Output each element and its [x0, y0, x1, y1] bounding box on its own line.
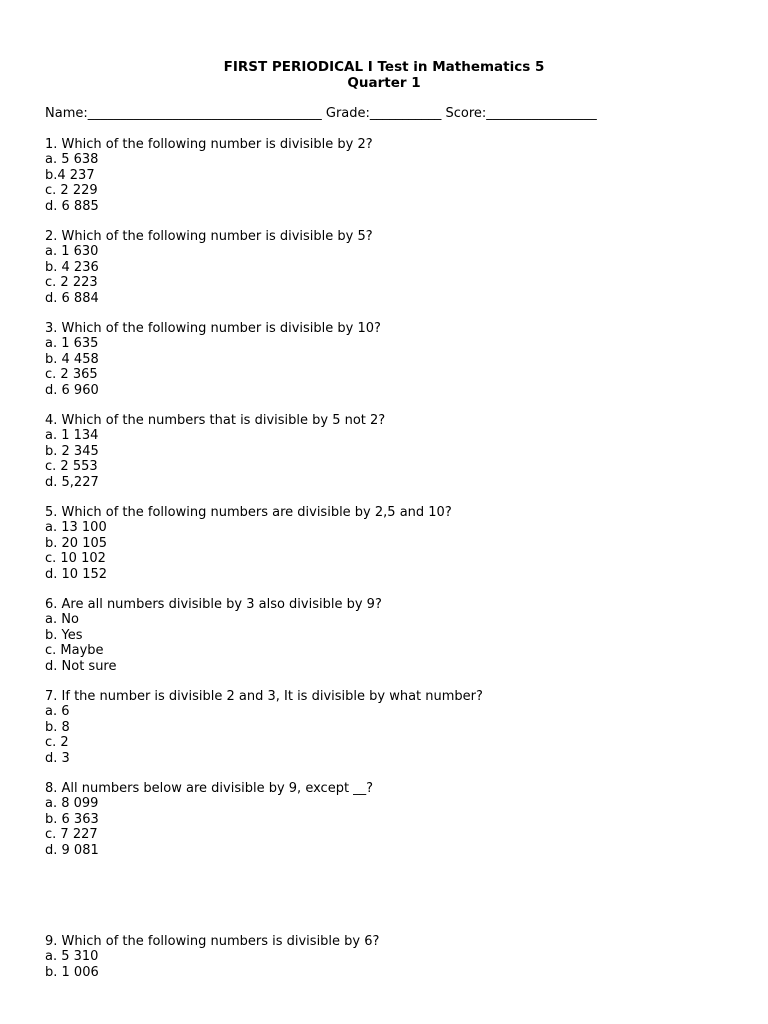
option-d: d. 5,227	[45, 474, 99, 490]
option-b: b. 2 345	[45, 443, 99, 459]
option-c: c. 7 227	[45, 827, 98, 843]
option-a: a. No	[45, 612, 79, 628]
question-1	[45, 137, 373, 214]
title-line-1: FIRST PERIODICAL I Test in Mathematics 5	[223, 59, 545, 75]
question-stem: 3. Which of the following number is divisible by 10?	[45, 321, 381, 336]
document-title	[0, 59, 768, 91]
question-stem: 2. Which of the following number is divisible by 5?	[45, 229, 373, 244]
option-a: a. 5 310	[45, 949, 99, 965]
name-grade-score-line: Name:____________________________________ Grade:___________ Score:_________________	[45, 106, 597, 121]
option-a: a. 1 134	[45, 428, 99, 444]
option-b: b. 6 363	[45, 811, 99, 827]
option-d: d. 10 152	[45, 566, 108, 582]
question-2	[45, 229, 373, 306]
option-a: a. 5 638	[45, 152, 99, 168]
option-b: b. 8	[45, 719, 70, 735]
option-a: a. 1 635	[45, 336, 99, 352]
title-line-2: Quarter 1	[347, 75, 421, 91]
option-d: d. 6 960	[45, 382, 99, 398]
question-3	[45, 321, 381, 398]
question-stem: 6. Are all numbers divisible by 3 also divisible by 9?	[45, 597, 382, 612]
option-c: c. Maybe	[45, 643, 104, 659]
question-6	[45, 597, 382, 674]
option-b: b. 4 236	[45, 259, 99, 275]
option-c: c. 2 553	[45, 459, 98, 475]
question-7	[45, 689, 483, 766]
option-d: d. 3	[45, 750, 70, 766]
option-d: d. 6 885	[45, 198, 99, 214]
option-a: a. 8 099	[45, 796, 99, 812]
question-stem: 9. Which of the following numbers is divisible by 6?	[45, 934, 380, 949]
question-9	[45, 934, 379, 980]
option-c: c. 10 102	[45, 551, 106, 567]
question-stem: 4. Which of the numbers that is divisible by 5 not 2?	[45, 413, 386, 428]
option-a: a. 1 630	[45, 244, 99, 260]
option-c: c. 2 229	[45, 183, 98, 199]
option-d: d. 6 884	[45, 290, 99, 306]
option-b: b. 20 105	[45, 535, 108, 551]
question-stem: 1. Which of the following number is divisible by 2?	[45, 137, 373, 152]
option-b: b. Yes	[45, 627, 83, 643]
option-a: a. 13 100	[45, 520, 107, 536]
option-a: a. 6	[45, 704, 70, 720]
question-5	[45, 505, 452, 582]
option-c: c. 2 223	[45, 275, 98, 291]
question-4	[45, 413, 385, 490]
question-stem: 8. All numbers below are divisible by 9, except __?	[45, 781, 374, 796]
question-8	[45, 781, 373, 858]
option-d: d. 9 081	[45, 842, 99, 858]
question-stem: 5. Which of the following numbers are divisible by 2,5 and 10?	[45, 505, 452, 520]
option-c: c. 2 365	[45, 367, 98, 383]
question-stem: 7. If the number is divisible 2 and 3, It is divisible by what number?	[45, 689, 483, 704]
option-b: b. 1 006	[45, 964, 99, 980]
option-b: b.4 237	[45, 167, 95, 183]
option-c: c. 2	[45, 735, 69, 751]
option-d: d. Not sure	[45, 658, 117, 674]
option-b: b. 4 458	[45, 351, 99, 367]
